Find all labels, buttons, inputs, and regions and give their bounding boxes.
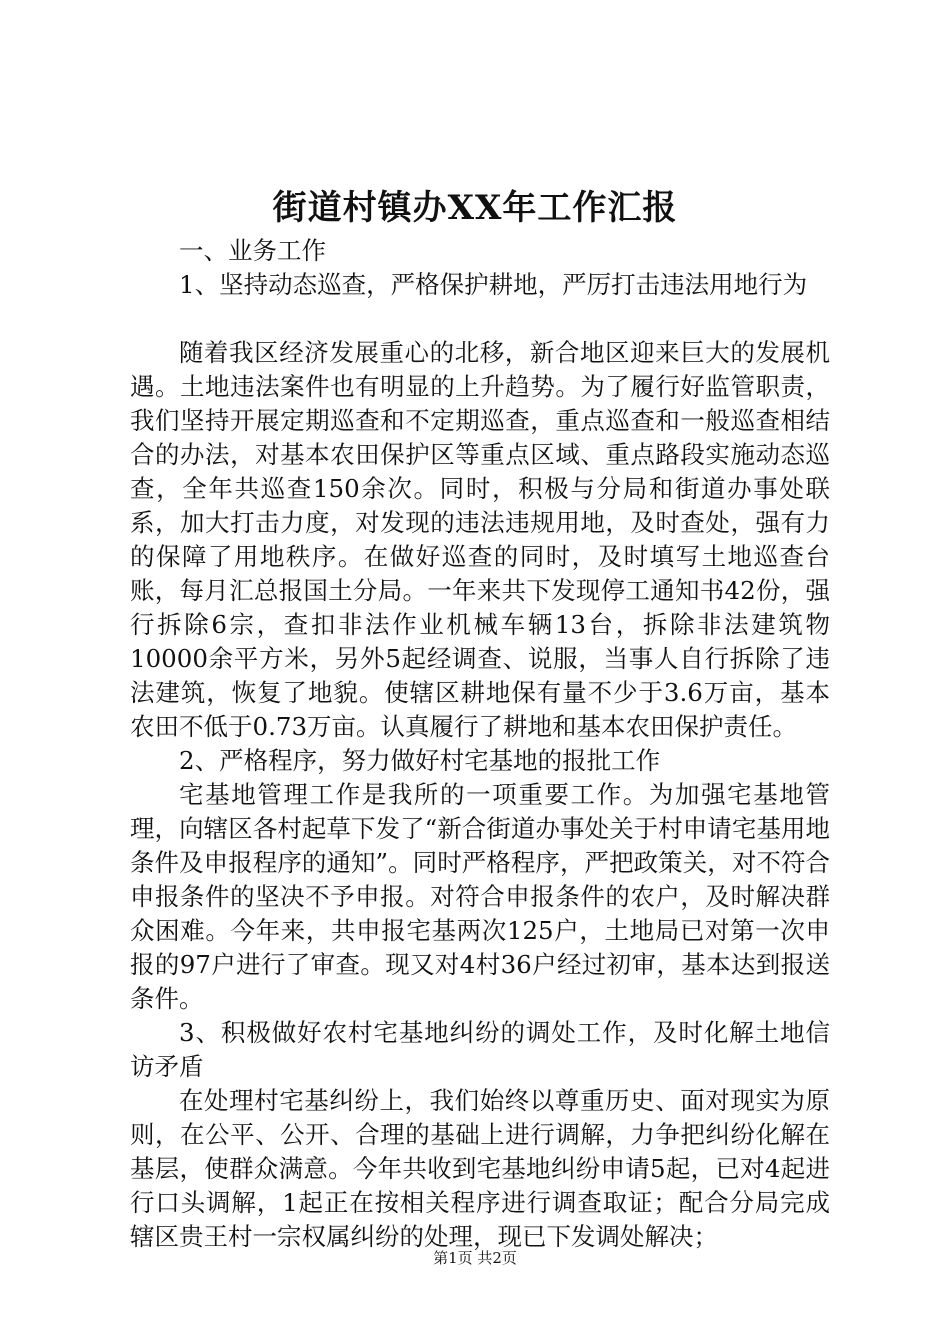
subsection-heading: 2、严格程序，努力做好村宅基地的报批工作 (179, 746, 661, 775)
subsection-heading: 1、坚持动态巡查，严格保护耕地，严厉打击违法用地行为 (179, 270, 808, 299)
section-heading: 一、业务工作 (179, 236, 326, 265)
document-title: 街道村镇办XX年工作汇报 (272, 188, 678, 228)
subsection-heading: 3、积极做好农村宅基地纠纷的调处工作，及时化解土地信访矛盾 (130, 1018, 830, 1081)
document-body (130, 234, 830, 1254)
page-footer: 第1页 共2页 (433, 1249, 517, 1267)
body-paragraph: 在处理村宅基纠纷上，我们始终以尊重历史、面对现实为原则，在公平、公开、合理的基础上进行调解，力争把纠纷化解在基层，使群众满意。今年共收到宅基地纠纷申请5起，已对4起进行口头调解，1起正在按相关程序进行调查取证；配合分局完成辖区贵王村一宗权属纠纷的处理，现已下发调处解决； (130, 1086, 830, 1251)
blank-line (130, 302, 830, 336)
body-paragraph: 宅基地管理工作是我所的一项重要工作。为加强宅基地管理，向辖区各村起草下发了“新合街道办事处关于村申请宅基用地条件及申报程序的通知”。同时严格程序，严把政策关，对不符合申报条件的坚决不予申报。对符合申报条件的农户，及时解决群众困难。今年来，共申报宅基两次125户，土地局已对第一次申报的97户进行了审查。现又对4村36户经过初审，基本达到报送条件。 (130, 780, 830, 1013)
body-paragraph: 随着我区经济发展重心的北移，新合地区迎来巨大的发展机遇。土地违法案件也有明显的上升趋势。为了履行好监管职责，我们坚持开展定期巡查和不定期巡查，重点巡查和一般巡查相结合的办法，对基本农田保护区等重点区域、重点路段实施动态巡查，全年共巡查150余次。同时，积极与分局和街道办事处联系，加大打击力度，对发现的违法违规用地，及时查处，强有力的保障了用地秩序。在做好巡查的同时，及时填写土地巡查台账，每月汇总报国土分局。一年来共下发现停工通知书42份，强行拆除6宗，查扣非法作业机械车辆13台，拆除非法建筑物10000余平方米，另外5起经调查、说服，当事人自行拆除了违法建筑，恢复了地貌。使辖区耕地保有量不少于3.6万亩，基本农田不低于0.73万亩。认真履行了耕地和基本农田保护责任。 (130, 338, 830, 741)
